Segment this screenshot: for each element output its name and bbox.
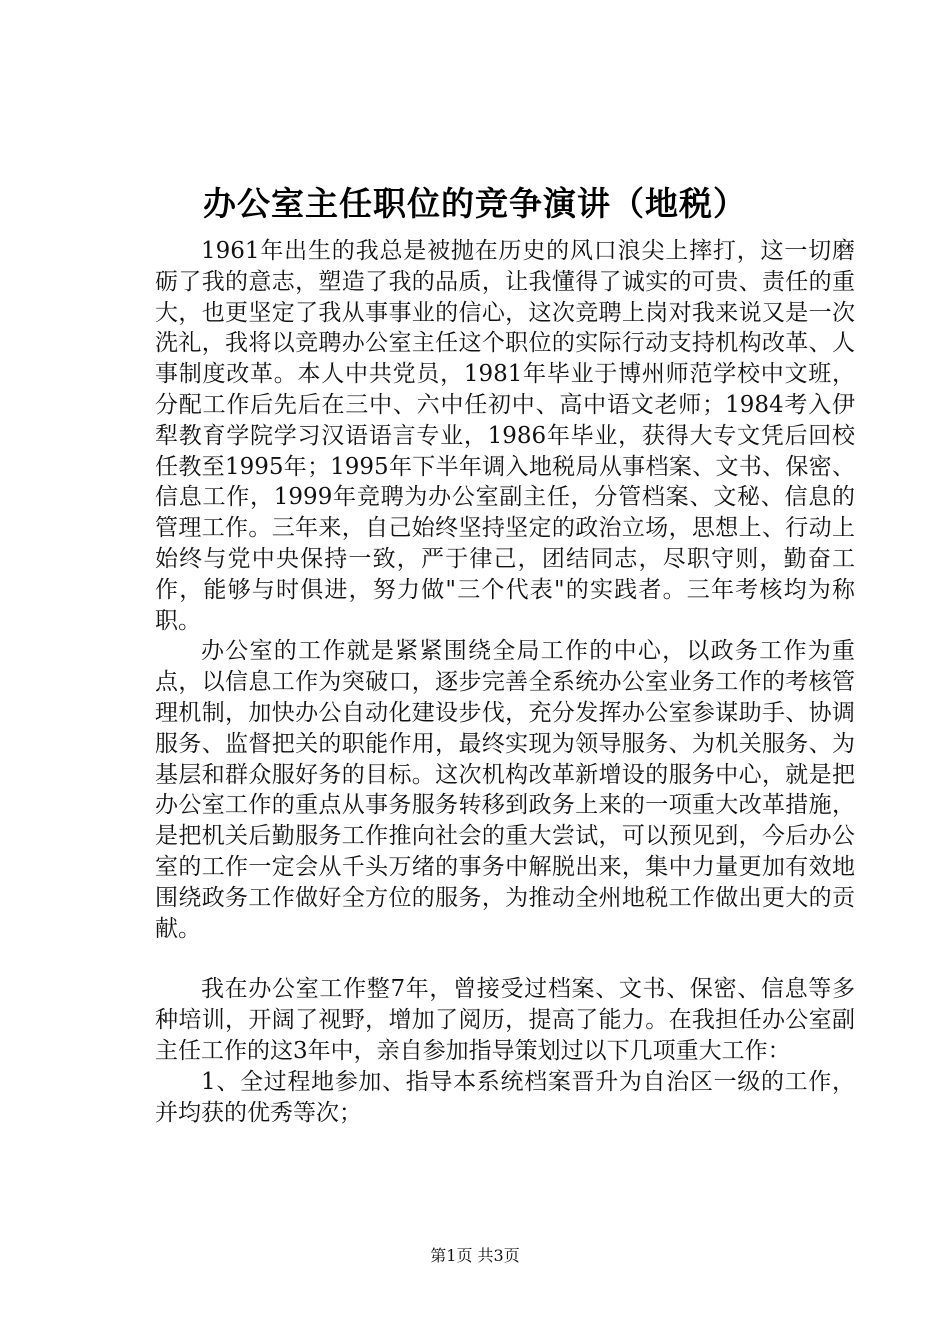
paragraph-4: 1、全过程地参加、指导本系统档案晋升为自治区一级的工作，并均获的优秀等次； — [155, 1068, 855, 1126]
paragraph-2: 办公室的工作就是紧紧围绕全局工作的中心，以政务工作为重点，以信息工作为突破口，逐步完善全系统办公室业务工作的考核管理机制，加快办公自动化建设步伐，充分发挥办公室参谋助手、协调服务、监督把关的职能作用，最终实现为领导服务、为机关服务、为基层和群众服好务的目标。这次机构改革新增设的服务中心，就是把办公室工作的重点从事务服务转移到政务上来的一项重大改革措施，是把机关后勤服务工作推向社会的重大尝试，可以预见到，今后办公室的工作一定会从千头万绪的事务中解脱出来，集中力量更加有效地围绕政务工作做好全方位的服务，为推动全州地税工作做出更大的贡献。 — [155, 638, 855, 942]
paragraph-3: 我在办公室工作整7年，曾接受过档案、文书、保密、信息等多种培训，开阔了视野，增加了阅历，提高了能力。在我担任办公室副主任工作的这3年中，亲自参加指导策划过以下几项重大工作： — [155, 976, 855, 1064]
document-title: 办公室主任职位的竞争演讲（地税） — [203, 184, 747, 223]
paragraph-1: 1961年出生的我总是被抛在历史的风口浪尖上摔打，这一切磨砺了我的意志，塑造了我的品质，让我懂得了诚实的可贵、责任的重大，也更坚定了我从事事业的信心，这次竞聘上岗对我来说又是一次洗礼，我将以竞聘办公室主任这个职位的实际行动支持机构改革、人事制度改革。本人中共党员，1981年毕业于博州师范学校中文班，分配工作后先后在三中、六中任初中、高中语文老师；1984考入伊犁教育学院学习汉语语言专业，1986年毕业，获得大专文凭后回校任教至1995年；1995年下半年调入地税局从事档案、文书、保密、信息工作，1999年竞聘为办公室副主任，分管档案、文秘、信息的管理工作。三年来，自己始终坚持坚定的政治立场，思想上、行动上始终与党中央保持一致，严于律己，团结同志，尽职守则，勤奋工作，能够与时俱进，努力做"三个代表"的实践者。三年考核均为称职。 — [155, 238, 855, 634]
document-body — [155, 236, 855, 1128]
page-footer: 第1页 共3页 — [430, 1246, 520, 1265]
